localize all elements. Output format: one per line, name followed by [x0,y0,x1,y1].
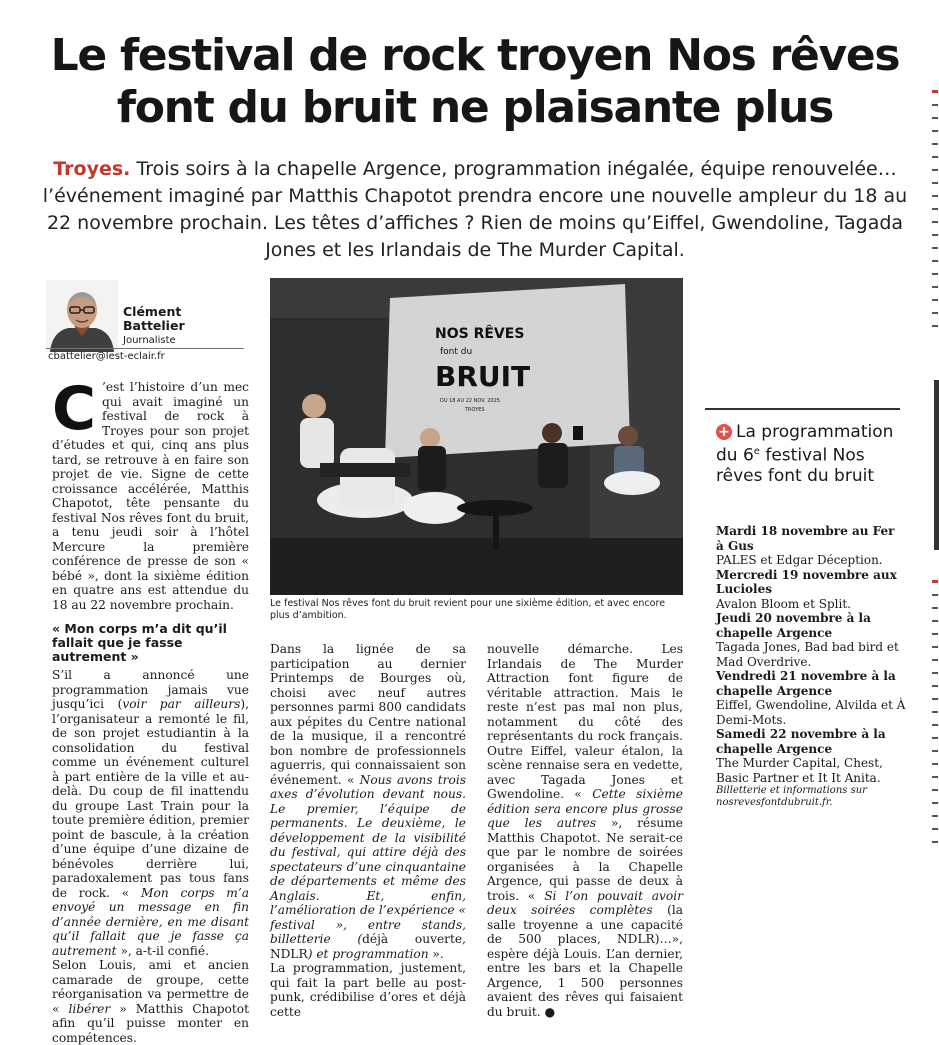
drop-cap: C [52,374,97,444]
screen-city: TROYES [465,407,485,413]
article-subhead: « Mon corps m’a dit qu’il fallait que je fasse autrement » [52,621,227,664]
screen-dates: DU 18 AU 22 NOV. 2025 [440,398,500,404]
program-bands: Eiffel, Gwendoline, Alvilda et À Demi-Mots. [716,698,906,727]
article-headline: Le festival de rock troyen Nos rêves font du bruit ne plaisante plus [50,30,900,133]
program-day: Mercredi 19 novembre aux Lucioles [716,567,897,596]
program-bands: Tagada Jones, Bad bad bird et Mad Overdrive. [716,640,899,669]
program-list [716,524,906,809]
program-day: Jeudi 20 novembre à la chapelle Argence [716,611,871,640]
article-paragraph: Dans la lignée de sa participation au dernier Printemps de Bourges où, choisi avec neuf autres personnes parmi 800 candidats aux pépites du Centre national de la musique, il a rencontré bon nombre de professionnels aguerris, qui connaissaient son événement. « Nous avons trois axes d’évolution devant nous. Le premier, l’équipe de permanents. Le deuxième, le développement de la visibilité du festival, qui attire déjà des spectateurs d’une cinquantaine de départements et même des Anglais. Et, enfin, l’amélioration de l’expérience « festival », entre stands, billetterie (déjà ouverte, NDLR) et programmation ». [270,642,466,961]
program-day: Vendredi 21 novembre à la chapelle Argence [716,669,896,698]
end-bullet-icon: ● [544,1004,556,1019]
author-role: Journaliste [123,335,176,346]
article-paragraph: C ’est l’histoire d’un mec qui avait imaginé un festival de rock à Troyes pour son projet d’études et qui, cinq ans plus tard, se retrouve à en faire son projet de vie. Signe de cette croissance accélérée, Matthis Chapotot, tête pensante du festival Nos rêves font du bruit, a tenu jeudi soir à l’hôtel Mercure la première conférence de presse de son « bébé », dont la sixième édition en quatre ans est attendue du 18 au 22 novembre prochain. [52,374,249,612]
program-day: Mardi 18 novembre au Fer à Gus [716,524,895,553]
neighbour-article-fragment [932,90,939,340]
program-footer: Billetterie et informations sur nosrevesfontdubruit.fr. [716,785,867,808]
article-paragraph: S’il a annoncé une programmation jamais vue jusqu’ici (voir par ailleurs), l’organisateur a remonté le fil, de son projet estudiantin à la consolidation du festival comme un événement culturel à part entière de la ville et au-delà. Du coup de fil inattendu du groupe Last Train pour la toute première édition, premier point de bascule, à la création d’une équipe d’une dizaine de bénévoles derrière lui, paradoxalement pas tous fans de rock. « Mon corps m’a envoyé un message en fin d’année dernière, en me disant qu’il fallait que je fasse ça autrement », a-t-il confié. [52,668,250,958]
article-column-1 [52,374,250,1045]
program-bands: Avalon Bloom et Split. [716,596,851,611]
neighbour-article-fragment [932,580,939,860]
encadre-title: + La programmation du 6e festival Nos rêves font du bruit [716,422,894,486]
article-paragraph: nouvelle démarche. Les Irlandais de The Murder Attraction font figure de véritable attraction. Mais le reste n’est pas mal non plus, notamment du côté des représentants du rock français. Outre Eiffel, valeur étalon, la scène rennaise sera en vedette, avec Tagada Jones et Gwendoline. « Cette sixième édition sera encore plus grosse que les autres », résume Matthis Chapotot. Ne serait-ce que par le nombre de soirées organisées à la Chapelle Argence, qui passe de deux à trois. « Si l’on pouvait avoir deux soirées complètes (la salle troyenne a une capacité de 500 places, NDLR)…», espère déjà Louis. L’an dernier, entre les bars et la Chapelle Argence, 1 500 personnes avaient des rêves qui faisaient du bruit. ● [487,642,683,1019]
chapeau-city: Troyes. [53,158,131,180]
plus-icon: + [716,424,732,440]
author-name: Clément Battelier [123,304,185,333]
article-column-2 [270,642,466,1019]
author-avatar [46,280,118,352]
article-chapeau [40,156,910,264]
article-column-3 [487,642,683,1019]
article-paragraph: La programmation, justement, qui fait la part belle au post-punk, crédibilise d’ores et déjà cette [270,961,466,1019]
neighbour-photo-fragment [934,380,939,550]
article-paragraph: Selon Louis, ami et ancien camarade de groupe, cette réorganisation va permettre de « libérer » Matthis Chapotot afin qu’il puisse monter en compétences. [52,958,249,1045]
author-email: cbattelier@lest-eclair.fr [48,351,165,362]
author-divider [46,348,244,349]
program-bands: PALES et Edgar Déception. [716,553,883,567]
photo-caption: Le festival Nos rêves font du bruit revient pour une sixième édition, et avec encore plus d’ambition. [270,598,666,621]
screen-line2: font du [440,347,473,357]
article-photo [270,278,683,595]
encadre-divider [705,408,900,410]
screen-line1: NOS RÊVES [435,326,525,342]
screen-line3: BRUIT [435,360,531,393]
program-day: Samedi 22 novembre à la chapelle Argence [716,727,886,756]
chapeau-text: Trois soirs à la chapelle Argence, programmation inégalée, équipe renouvelée… l’événement imaginé par Matthis Chapotot prendra encore une nouvelle ampleur du 18 au 22 novembre prochain. Les têtes d’affiches ? Rien de moins qu’Eiffel, Gwendoline, Tagada Jones et les Irlandais de The Murder Capital. [42,158,908,261]
program-bands: The Murder Capital, Chest, Basic Partner et It It Anita. [716,756,883,785]
